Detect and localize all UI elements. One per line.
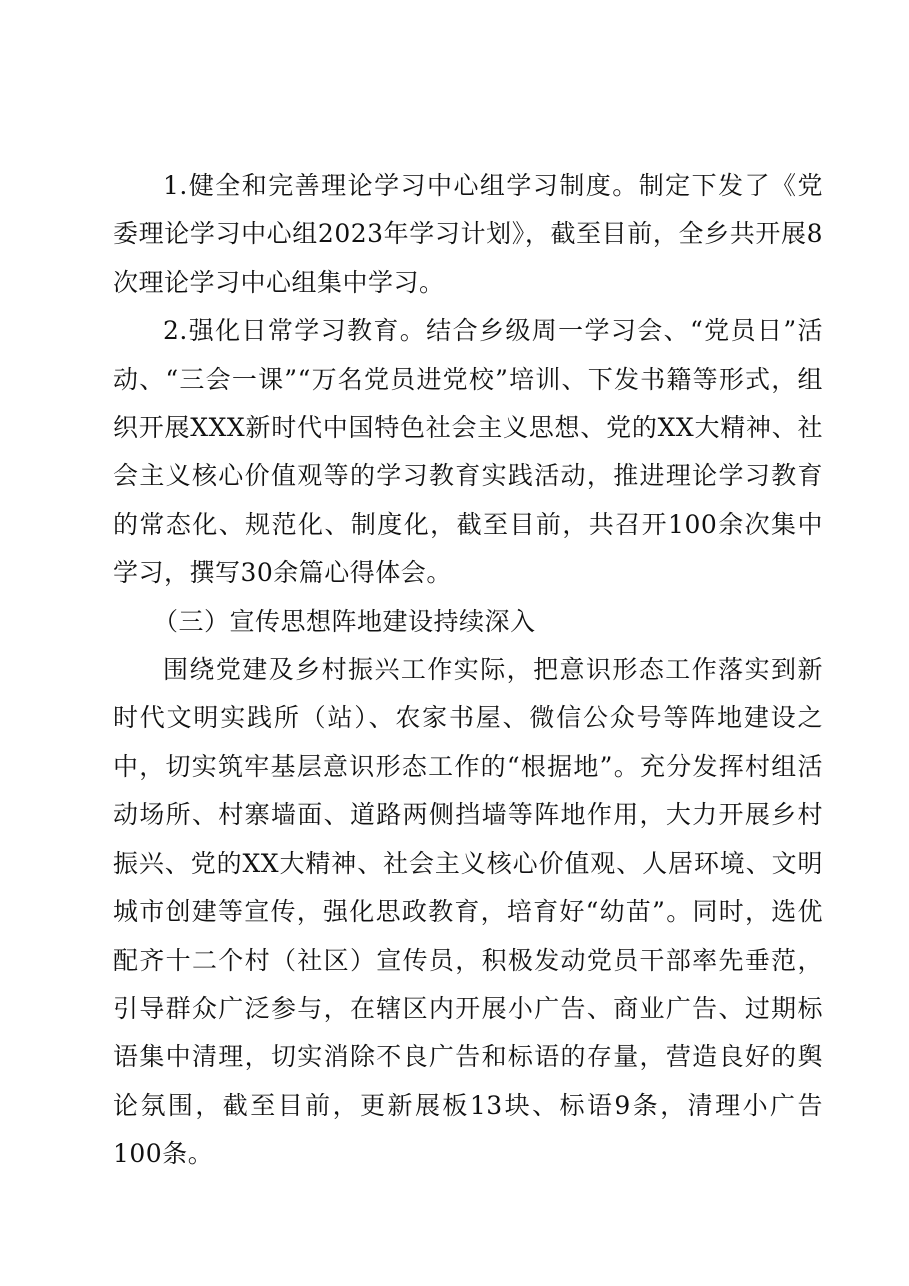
document-body bbox=[113, 162, 823, 1179]
paragraph-item-2: 2.强化日常学习教育。结合乡级周一学习会、“党员日”活动、“三会一课”“万名党员进党校”培训、下发书籍等形式，组织开展XXX新时代中国特色社会主义思想、党的XX大精神、社会主义核心价值观等的学习教育实践活动，推进理论学习教育的常态化、规范化、制度化，截至目前，共召开100余次集中学习，撰写30余篇心得体会。 bbox=[113, 316, 823, 588]
section-heading: （三）宣传思想阵地建设持续深入 bbox=[153, 606, 536, 636]
paragraph-section-body: 围绕党建及乡村振兴工作实际，把意识形态工作落实到新时代文明实践所（站）、农家书屋、微信公众号等阵地建设之中，切实筑牢基层意识形态工作的“根据地”。充分发挥村组活动场所、村寨墙面、道路两侧挡墙等阵地作用，大力开展乡村振兴、党的XX大精神、社会主义核心价值观、人居环境、文明城市创建等宣传，强化思政教育，培育好“幼苗”。同时，选优配齐十二个村（社区）宣传员，积极发动党员干部率先垂范，引导群众广泛参与，在辖区内开展小广告、商业广告、过期标语集中清理，切实消除不良广告和标语的存量，营造良好的舆论氛围，截至目前，更新展板13块、标语9条，清理小广告100条。 bbox=[113, 655, 823, 1169]
paragraph-item-1: 1.健全和完善理论学习中心组学习制度。制定下发了《党委理论学习中心组2023年学习计划》，截至目前，全乡共开展8次理论学习中心组集中学习。 bbox=[113, 171, 823, 297]
